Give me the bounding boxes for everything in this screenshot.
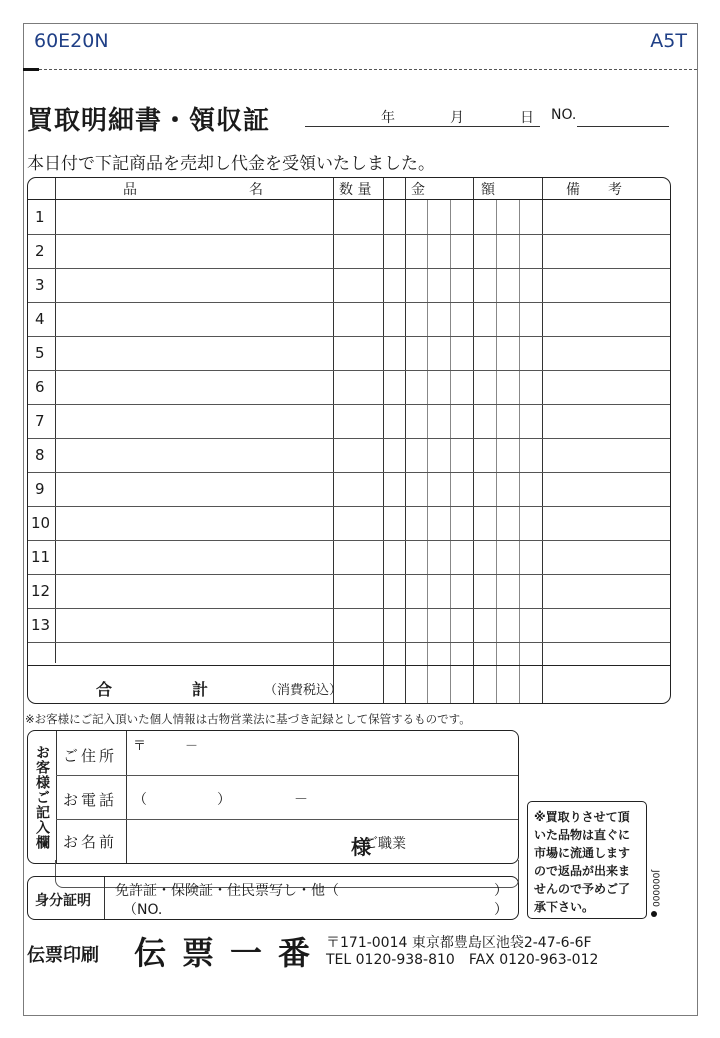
number-label: NO.: [551, 107, 577, 123]
id-number-field[interactable]: （NO.: [123, 902, 163, 918]
col-divider: [126, 731, 127, 863]
row-number: 1: [35, 208, 45, 226]
perforation-mark: [23, 68, 39, 71]
row-number: 5: [35, 344, 45, 362]
col-divider: [542, 178, 543, 703]
customer-table: [27, 730, 519, 864]
date-underline: [305, 126, 540, 127]
row-line: [28, 268, 670, 269]
brand-logo: 伝票一番: [134, 934, 327, 972]
phone-label: お電話: [63, 791, 118, 809]
total-line: [28, 665, 670, 666]
row-line: [28, 540, 670, 541]
header-notes: 備 考: [566, 182, 622, 198]
row-line: [28, 370, 670, 371]
row-line: [28, 438, 670, 439]
receipt-statement: 本日付で下記商品を売却し代金を受領いたしました。: [27, 154, 435, 174]
row-number: 8: [35, 446, 45, 464]
privacy-note: ※お客様にご記入頂いた個人情報は古物営業法に基づき記録として保管するものです。: [25, 712, 471, 726]
postal-code-field[interactable]: 〒 －: [133, 739, 199, 754]
number-underline: [577, 126, 669, 127]
total-label: 合 計: [96, 680, 209, 699]
year-label: 年: [381, 110, 395, 126]
notice-line: ので返品が出来ま: [534, 864, 631, 878]
row-line: [28, 336, 670, 337]
occupation-label: ご職業: [364, 836, 406, 852]
row-line: [28, 574, 670, 575]
row-number: 12: [31, 582, 51, 600]
row-number: 11: [31, 548, 51, 566]
notice-line: いた品物は直ぐに: [534, 828, 631, 842]
col-divider: [383, 178, 384, 703]
digit-divider: [427, 200, 428, 703]
items-table: [27, 177, 671, 704]
printer-name: 伝票印刷: [27, 945, 99, 966]
id-close-paren: ）: [494, 883, 508, 899]
registration-dot: [651, 911, 657, 917]
notice-line: ※買取りさせて頂: [534, 810, 630, 824]
header-amount: 金 額: [411, 182, 495, 198]
form-size: A5T: [650, 30, 687, 52]
col-divider: [104, 877, 105, 919]
col-divider: [55, 178, 56, 663]
notice-line: 承下さい。: [534, 900, 595, 914]
perforation-line: [24, 69, 697, 70]
form-code: 60E20N: [34, 30, 109, 52]
id-document-types[interactable]: 免許証・保険証・住民票写し・他（: [115, 883, 339, 899]
digit-divider: [450, 200, 451, 703]
col-divider: [405, 178, 406, 703]
row-line: [28, 506, 670, 507]
row-line: [56, 775, 518, 776]
no-return-notice: [527, 801, 647, 919]
row-number: 7: [35, 412, 45, 430]
id-verification-table: [27, 876, 519, 920]
row-line: [28, 302, 670, 303]
company-contact: [326, 935, 598, 969]
serial-code: J000000: [650, 870, 660, 908]
tax-included-note: （消費税込）: [264, 683, 343, 698]
row-line: [28, 472, 670, 473]
header-line: [28, 199, 670, 200]
day-label: 日: [520, 110, 534, 126]
row-number: 4: [35, 310, 45, 328]
col-divider: [473, 178, 474, 703]
digit-divider: [519, 200, 520, 703]
phone-field[interactable]: （ ） －: [133, 792, 308, 808]
header-item: 品 名: [123, 182, 263, 198]
company-phone-fax: TEL 0120-938-810 FAX 0120-963-012: [326, 952, 599, 968]
company-address: 〒171-0014 東京都豊島区池袋2-47-6-6F: [326, 935, 592, 951]
row-number: 6: [35, 378, 45, 396]
month-label: 月: [450, 110, 464, 126]
row-line: [28, 234, 670, 235]
notice-line: 市場に流通します: [534, 846, 631, 860]
row-line: [28, 404, 670, 405]
address-label: ご住所: [63, 747, 118, 765]
header-quantity: 数 量: [339, 182, 372, 198]
name-label: お名前: [63, 833, 118, 851]
row-line: [28, 642, 670, 643]
col-divider: [56, 731, 57, 863]
id-number-close-paren: ）: [494, 902, 508, 918]
row-number: 13: [31, 616, 51, 634]
row-number: 2: [35, 242, 45, 260]
notice-line: せんので予めご了: [534, 882, 631, 896]
customer-section-label: お客様ご記入欄: [34, 744, 50, 850]
row-number: 9: [35, 480, 45, 498]
row-line: [56, 819, 518, 820]
id-label: 身分証明: [35, 893, 91, 909]
honorific: 様: [351, 835, 371, 859]
row-number: 3: [35, 276, 45, 294]
col-divider: [333, 178, 334, 703]
row-number: 10: [31, 514, 51, 532]
row-line: [28, 608, 670, 609]
document-title: 買取明細書・領収証: [27, 106, 271, 136]
digit-divider: [496, 200, 497, 703]
